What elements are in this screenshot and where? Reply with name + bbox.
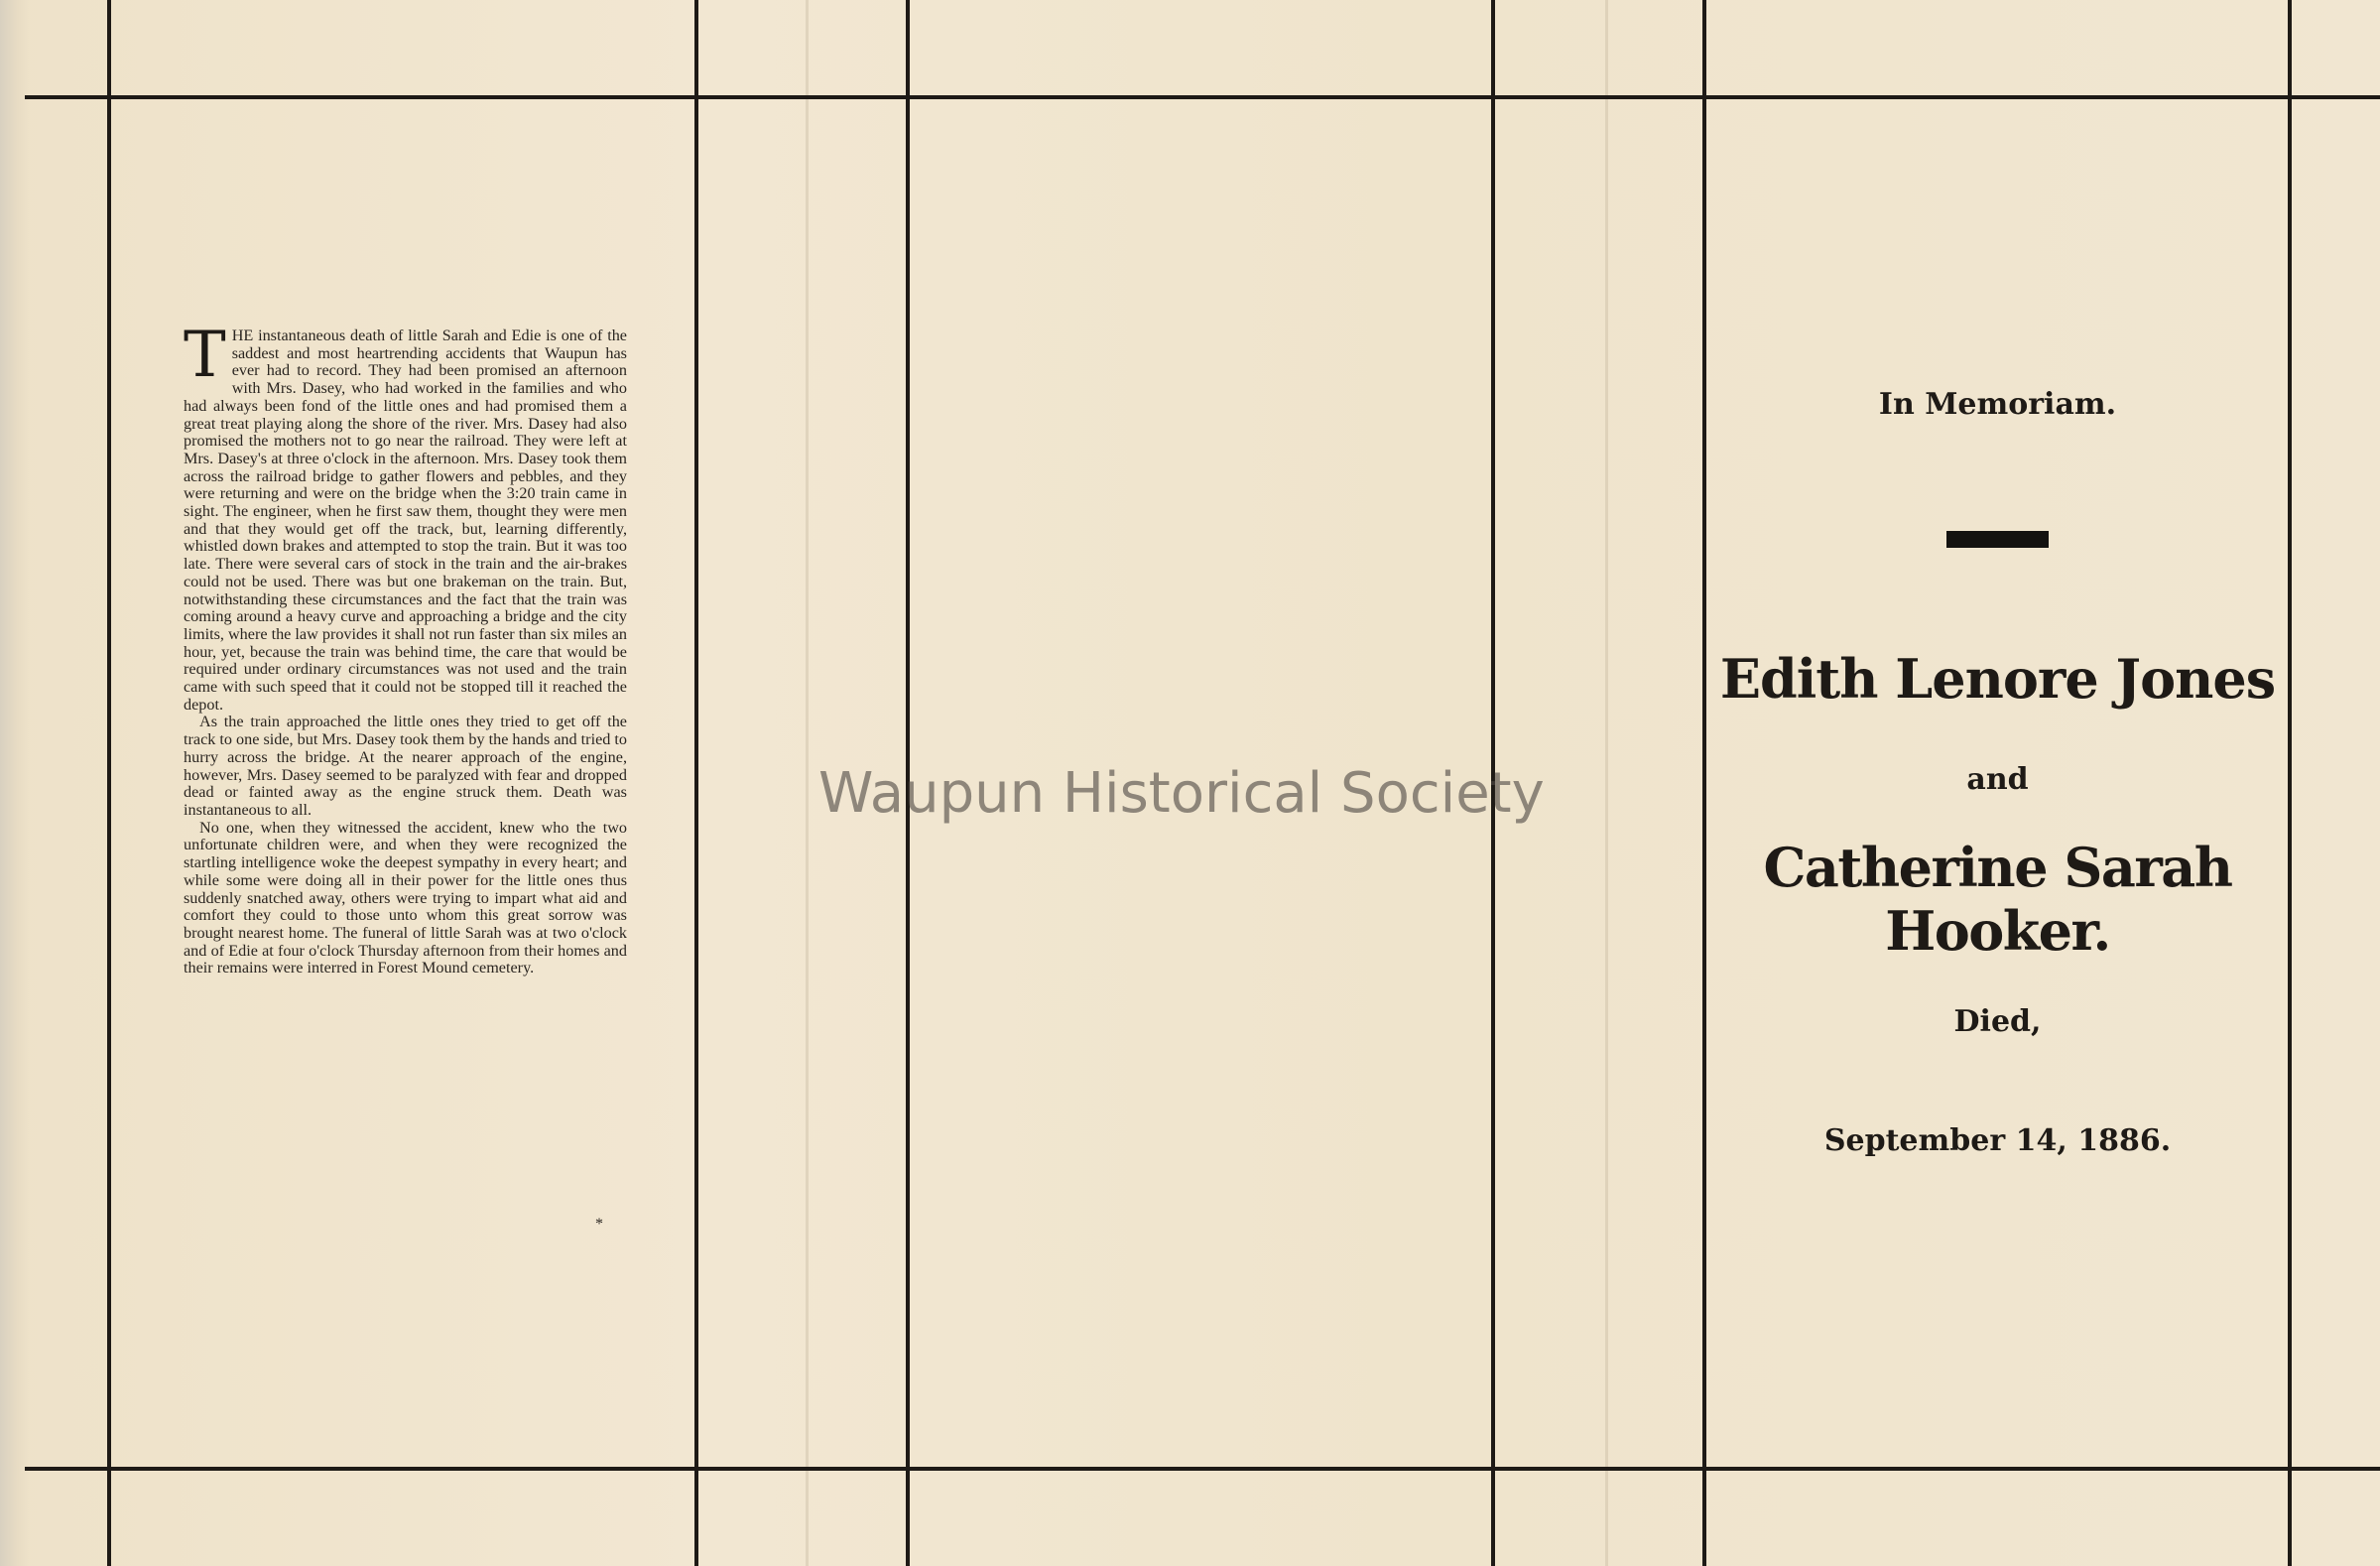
and-conjunction: and (1966, 762, 2029, 797)
deceased-name-1: Edith Lenore Jones (1719, 647, 2276, 711)
obituary-article (184, 319, 627, 978)
panel-border-rule (2288, 0, 2292, 1566)
article-paragraph: No one, when they witnessed the accident, knew who the two unfortunate children were, and when they were recognized the startling intelligence woke the deepest sympathy in every heart; and while some were doing all in their power for the little ones thus suddenly snatched away, others were trying to impart what aid and comfort they could to those unto whom this great sorrow was brought nearest home. The funeral of little Sarah was at two o'clock and of Edie at four o'clock Thursday afternoon from their homes and their remains were interred in Forest Mound cemetery. (184, 818, 627, 978)
bottom-border-rule (25, 1467, 2380, 1471)
watermark-text: Waupun Historical Society (818, 761, 1545, 826)
fold-crease (806, 0, 809, 1566)
died-label: Died, (1953, 1004, 2042, 1039)
mourning-bar (1946, 531, 2049, 548)
panel-border-rule (107, 0, 111, 1566)
deceased-name-2: Catherine Sarah Hooker. (1763, 836, 2232, 963)
article-end-mark: * (595, 1216, 603, 1233)
drop-cap: T (184, 319, 226, 392)
torn-left-edge (0, 0, 30, 1566)
panel-border-rule (694, 0, 698, 1566)
panel-border-rule (1702, 0, 1706, 1566)
article-paragraph-text: HE instantaneous death of little Sarah and Edie is one of the saddest and most heartrending accidents that Waupun has ever had to record. They had been promised an afternoon with Mrs. Dasey, who had worked in the families and who had always been fond of the little ones and had promised them a great treat playing along the shore of the river. Mrs. Dasey had also promised the mothers not to go near the railroad. They were left at Mrs. Dasey's at three o'clock in the afternoon. Mrs. Dasey took them across the railroad bridge to gather flowers and pebbles, and they were returning and were on the bridge when the 3:20 train came in sight. The engineer, when he first saw them, thought they were men and that they would get off the track, but, learning differently, whistled down brakes and attempted to stop the train. But it was too late. There were several cars of stock in the train and the air-brakes could not be used. There was but one brakeman on the train. But, notwithstanding these circumstances and the fact that the train was coming around a heavy curve and approaching a bridge and the city limits, where the law provides it shall not run faster than six miles an hour, yet, because the train was behind time, the care that would be required under ordinary circumstances was not used and the train came with such speed that it could not be stopped till it reached the depot. (184, 326, 627, 714)
fold-crease (1605, 0, 1608, 1566)
article-paragraph (184, 319, 627, 714)
article-paragraph: As the train approached the little ones they tried to get off the track to one side, but Mrs. Dasey took them by the hands and tried to hurry across the bridge. At the nearer approach of the engine, however, Mrs. Dasey seemed to be paralyzed with fear and dropped dead or fainted away as the engine struck them. Death was instantaneous to all. (184, 713, 627, 819)
memorial-cover-panel (1708, 91, 2287, 1461)
death-date: September 14, 1886. (1823, 1123, 2172, 1158)
in-memoriam-heading: In Memoriam. (1878, 387, 2117, 422)
